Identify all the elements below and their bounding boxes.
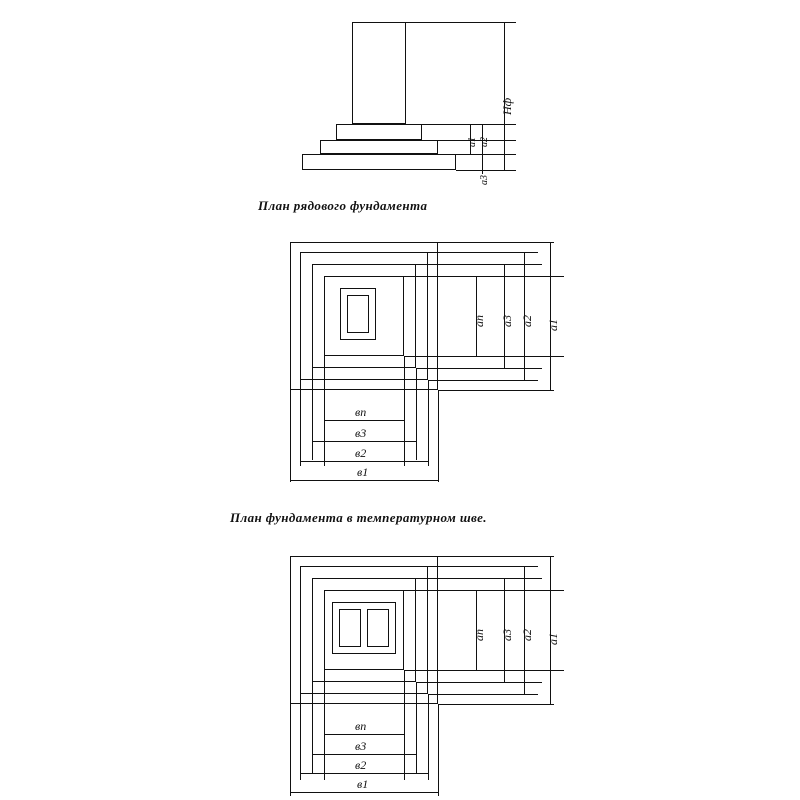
plan1-dim-label-v3: в3 <box>355 426 367 440</box>
plan2-dim-a1 <box>550 556 551 704</box>
plan2-socket-left <box>339 609 361 647</box>
plan1-dim-vp <box>324 420 404 421</box>
plinth-step-1 <box>336 124 422 140</box>
plan1-ext-h-5 <box>428 252 538 253</box>
plan2-ext-h-6 <box>428 694 538 695</box>
plan2-ext-v-1 <box>324 670 325 780</box>
plan1-dim-a1 <box>550 242 551 390</box>
plan2-ext-h-1 <box>404 590 564 591</box>
plan1-ext-h-8 <box>438 390 554 391</box>
plan2-ext-v-2 <box>404 670 405 780</box>
plan1-ext-v-6 <box>428 380 429 466</box>
plan1-ext-v-7 <box>290 390 291 482</box>
dim-tick <box>478 170 485 171</box>
plan2-ext-v-4 <box>416 682 417 774</box>
plan2-ext-h-2 <box>404 670 564 671</box>
dim-tick <box>500 170 507 171</box>
plan2-dim-label-a3: а3 <box>500 629 514 641</box>
plan2-ext-v-6 <box>428 694 429 780</box>
plan1-dim-v1 <box>290 480 438 481</box>
plan1-ext-h-6 <box>428 380 538 381</box>
plan2-socket-right <box>367 609 389 647</box>
caption-plan-joint: План фундамента в температурном шве. <box>230 510 487 525</box>
plan2-ext-h-5 <box>428 566 538 567</box>
dim-label-total-height: Hф <box>500 97 514 115</box>
plan2-ext-h-8 <box>438 704 554 705</box>
plan1-ext-v-3 <box>312 368 313 460</box>
plan2-dim-v3 <box>312 754 416 755</box>
plan2-ext-v-8 <box>438 704 439 796</box>
plan2-dim-label-v1: в1 <box>357 777 369 791</box>
dim-tick <box>478 124 485 125</box>
plan1-ext-v-1 <box>324 356 325 466</box>
dim-label-a2: a2 <box>479 137 490 147</box>
plan1-ext-h-7 <box>438 242 554 243</box>
plan2-dim-label-a2: а2 <box>520 629 534 641</box>
plan1-ext-h-2 <box>404 356 564 357</box>
dim-label-a1: a1 <box>467 137 478 147</box>
plan1-dim-label-vp: вп <box>355 405 367 419</box>
plan2-ext-v-3 <box>312 682 313 774</box>
plan2-ext-h-7 <box>438 556 554 557</box>
plan2-ext-v-7 <box>290 704 291 796</box>
plan2-ext-v-5 <box>300 694 301 780</box>
plinth-step-2 <box>320 140 438 154</box>
plinth-step-3 <box>302 154 456 170</box>
plan1-dim-label-v1: в1 <box>357 465 369 479</box>
plan1-dim-label-a2: а2 <box>520 315 534 327</box>
ext-line-step3 <box>456 154 516 155</box>
plan2-dim-label-vp: вп <box>355 719 367 733</box>
plan2-dim-label-v3: в3 <box>355 739 367 753</box>
plan1-dim-label-v2: в2 <box>355 446 367 460</box>
dim-tick <box>466 124 473 125</box>
plan2-dim-label-a1: а1 <box>546 633 560 645</box>
dim-line-a3 <box>482 154 483 174</box>
plan1-ext-v-8 <box>438 390 439 482</box>
plan1-column-socket-inner <box>347 295 369 333</box>
column-shaft <box>352 22 406 124</box>
plan1-ext-v-4 <box>416 368 417 460</box>
plan1-dim-label-ap: ап <box>472 315 486 327</box>
dim-tick <box>466 154 473 155</box>
plan1-dim-label-a1: а1 <box>546 319 560 331</box>
plan2-dim-v1 <box>290 792 438 793</box>
plan2-dim-label-ap: ап <box>472 629 486 641</box>
plan1-dim-v2 <box>300 461 428 462</box>
dim-tick <box>500 22 507 23</box>
dim-line-total-height <box>504 22 505 170</box>
plan1-ext-v-5 <box>300 380 301 466</box>
ext-line-bottom <box>456 170 516 171</box>
dim-label-a3: a3 <box>479 175 490 185</box>
plan1-dim-label-a3: а3 <box>500 315 514 327</box>
plan2-dim-label-v2: в2 <box>355 758 367 772</box>
caption-elevation: План рядового фундамента <box>258 198 428 213</box>
plan2-dim-v2 <box>300 773 428 774</box>
plan2-dim-vp <box>324 734 404 735</box>
plan1-ext-h-1 <box>404 276 564 277</box>
plan1-dim-v3 <box>312 441 416 442</box>
plan1-ext-v-2 <box>404 356 405 466</box>
